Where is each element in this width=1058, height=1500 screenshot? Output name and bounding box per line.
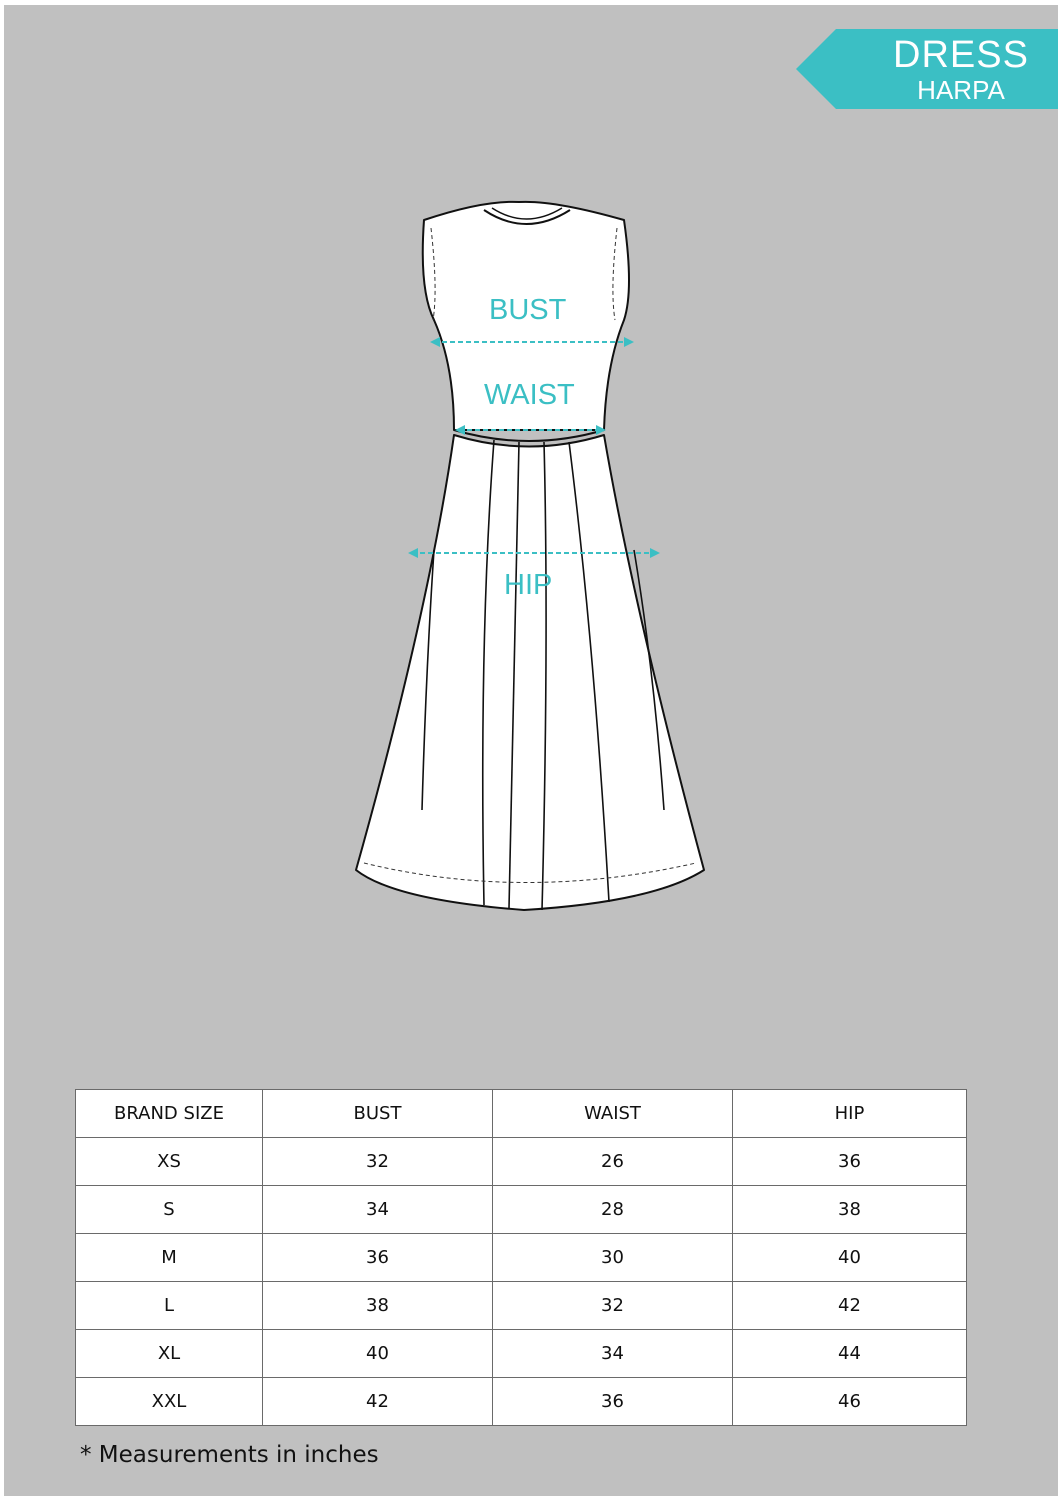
cell-hip: 44 — [733, 1330, 967, 1378]
bust-label: BUST — [489, 294, 567, 326]
cell-bust: 38 — [263, 1282, 493, 1330]
cell-waist: 34 — [493, 1330, 733, 1378]
cell-waist: 36 — [493, 1378, 733, 1426]
cell-hip: 36 — [733, 1138, 967, 1186]
table-row — [76, 1330, 967, 1378]
hip-label: HIP — [504, 569, 553, 601]
cell-waist: 32 — [493, 1282, 733, 1330]
tag-subtitle: HARPA — [917, 75, 1005, 105]
cell-bust: 40 — [263, 1330, 493, 1378]
waist-label: WAIST — [484, 379, 575, 411]
header-bust: BUST — [263, 1090, 493, 1138]
cell-size: XXL — [76, 1378, 263, 1426]
header-waist: WAIST — [493, 1090, 733, 1138]
cell-hip: 40 — [733, 1234, 967, 1282]
tag-title: DRESS — [893, 34, 1029, 76]
cell-size: L — [76, 1282, 263, 1330]
cell-bust: 32 — [263, 1138, 493, 1186]
cell-hip: 42 — [733, 1282, 967, 1330]
cell-waist: 28 — [493, 1186, 733, 1234]
header-brand-size: BRAND SIZE — [76, 1090, 263, 1138]
cell-waist: 30 — [493, 1234, 733, 1282]
cell-hip: 38 — [733, 1186, 967, 1234]
measurement-note: * Measurements in inches — [80, 1442, 379, 1468]
cell-waist: 26 — [493, 1138, 733, 1186]
table-row — [76, 1282, 967, 1330]
cell-bust: 36 — [263, 1234, 493, 1282]
cell-size: XL — [76, 1330, 263, 1378]
cell-bust: 42 — [263, 1378, 493, 1426]
cell-size: M — [76, 1234, 263, 1282]
product-tag — [796, 29, 1058, 109]
cell-size: S — [76, 1186, 263, 1234]
table-row — [76, 1378, 967, 1426]
table-row — [76, 1234, 967, 1282]
header-hip: HIP — [733, 1090, 967, 1138]
table-row — [76, 1138, 967, 1186]
table-row — [76, 1186, 967, 1234]
cell-bust: 34 — [263, 1186, 493, 1234]
cell-hip: 46 — [733, 1378, 967, 1426]
cell-size: XS — [76, 1138, 263, 1186]
table-header-row — [76, 1090, 967, 1138]
size-table — [75, 1089, 967, 1426]
